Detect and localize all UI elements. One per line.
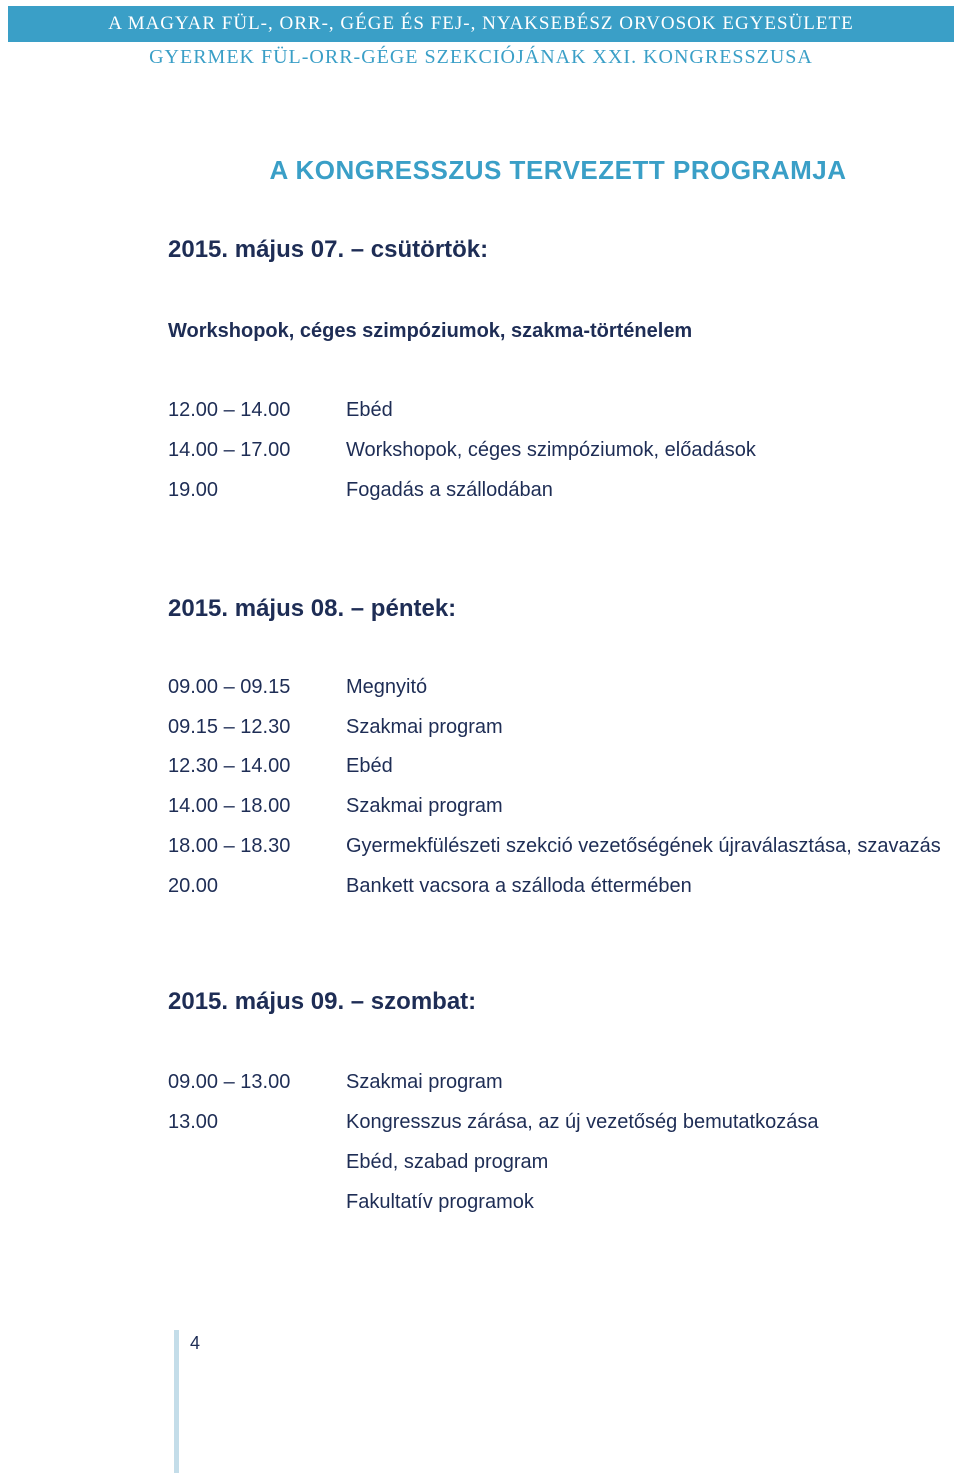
schedule-description: Gyermekfülészeti szekció vezetőségének újraválasztása, szavazás (346, 835, 941, 857)
schedule-description: Szakmai program (346, 1071, 503, 1093)
schedule-description: Megnyitó (346, 676, 428, 698)
schedule-description: Szakmai program (346, 716, 503, 738)
schedule-time: 13.00 (168, 1111, 219, 1133)
day-subheading-thursday: Workshopok, céges szimpóziumok, szakma-történelem (168, 320, 693, 342)
schedule-description: Ebéd (346, 399, 393, 421)
schedule-description: Workshopok, céges szimpóziumok, előadások (346, 439, 756, 461)
schedule-time: 18.00 – 18.30 (168, 835, 291, 857)
day-heading-saturday: 2015. május 09. – szombat: (168, 988, 477, 1015)
schedule-time: 14.00 – 18.00 (168, 795, 291, 817)
schedule-description: Fogadás a szállodában (346, 479, 553, 501)
schedule-description: Bankett vacsora a szálloda éttermében (346, 875, 692, 897)
header-congress: GYERMEK FÜL-ORR-GÉGE SZEKCIÓJÁNAK XXI. KONGRESSZUSA (149, 46, 813, 68)
schedule-time: 19.00 (168, 479, 219, 501)
page-number: 4 (190, 1333, 201, 1353)
schedule-time: 14.00 – 17.00 (168, 439, 291, 461)
schedule-description: Ebéd, szabad program (346, 1151, 549, 1173)
day-heading-thursday: 2015. május 07. – csütörtök: (168, 236, 489, 263)
schedule-time: 09.00 – 13.00 (168, 1071, 291, 1093)
page-number-bar (174, 1330, 179, 1473)
schedule-time: 12.00 – 14.00 (168, 399, 291, 421)
schedule-description: Kongresszus zárása, az új vezetőség bemutatkozása (346, 1111, 819, 1133)
schedule-description: Szakmai program (346, 795, 503, 817)
schedule-time: 09.15 – 12.30 (168, 716, 291, 738)
schedule-time: 12.30 – 14.00 (168, 755, 291, 777)
schedule-time: 20.00 (168, 875, 219, 897)
schedule-description: Fakultatív programok (346, 1191, 534, 1213)
page-title: A KONGRESSZUS TERVEZETT PROGRAMJA (269, 155, 847, 185)
schedule-time: 09.00 – 09.15 (168, 676, 291, 698)
header-organization: A MAGYAR FÜL-, ORR-, GÉGE ÉS FEJ-, NYAKSEBÉSZ ORVOSOK EGYESÜLETE (108, 13, 854, 34)
schedule-description: Ebéd (346, 755, 393, 777)
day-heading-friday: 2015. május 08. – péntek: (168, 595, 457, 622)
